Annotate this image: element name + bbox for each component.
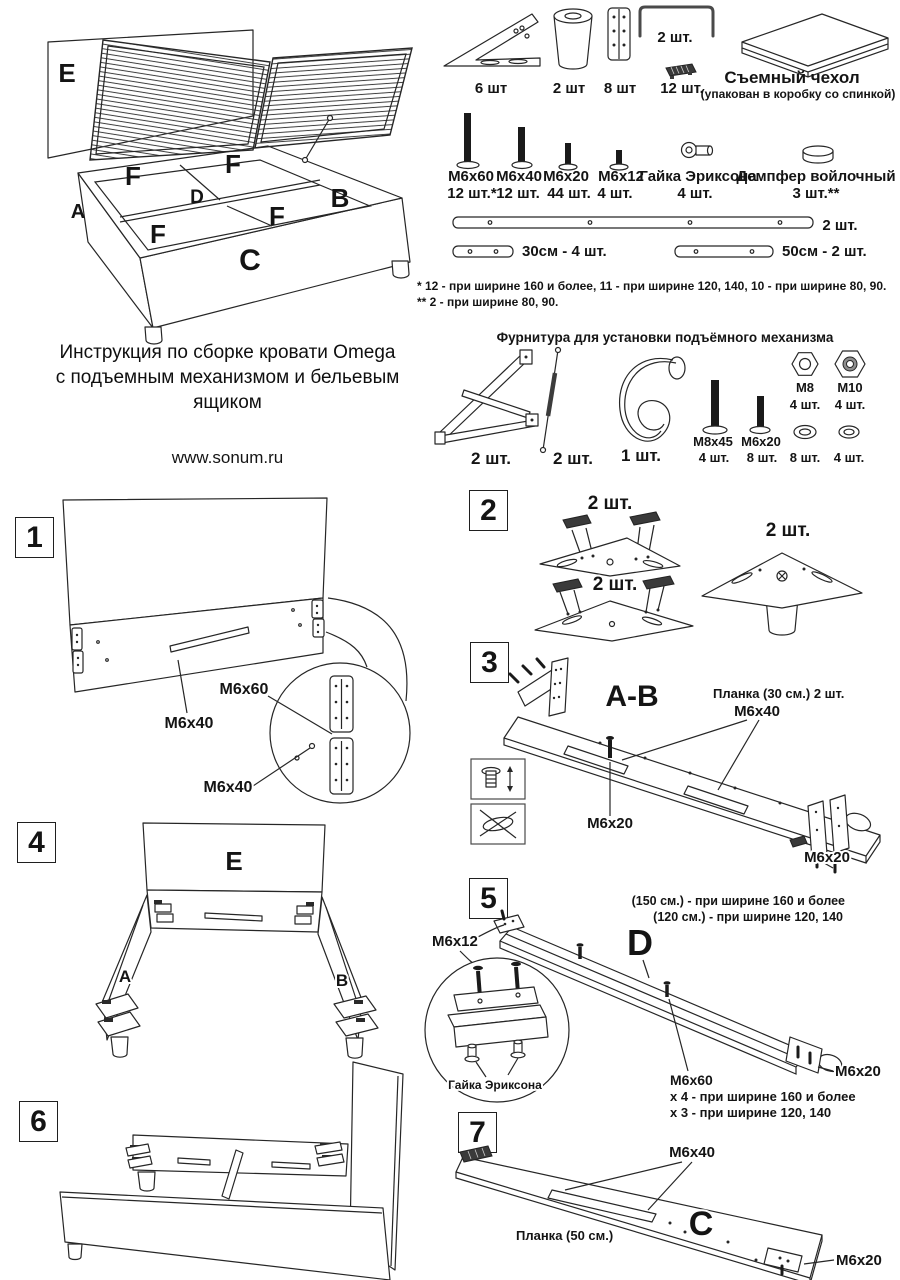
board-left-bracket: [460, 1146, 492, 1162]
label-part-c: C: [239, 244, 261, 277]
label-ab: A-B: [605, 680, 659, 713]
label-bolt-m6x20: M6x20: [543, 168, 589, 185]
label-frame-qty: 2 шт.: [471, 449, 511, 468]
label-m8-qty: 4 шт.: [789, 397, 821, 412]
step-6-drawing: [10, 1058, 440, 1280]
left-bracket-shape: [72, 628, 83, 673]
left-end-bracket-shape: [510, 658, 568, 716]
label-part-d: D: [190, 187, 204, 208]
bed-overview-figure: [20, 10, 440, 330]
label-m6x40-b: M6x40: [203, 779, 253, 796]
corner-bracket-icon: [444, 14, 540, 66]
step-3-drawing: [460, 640, 900, 880]
label-note-150: (150 см.) - при ширине 160 и более: [631, 894, 845, 908]
step-1-number: 1: [26, 520, 43, 554]
label-washer4-qty: 4 шт.: [833, 450, 865, 465]
label-c: C: [688, 1205, 714, 1243]
label-m6x20: M6x20: [836, 1252, 882, 1269]
bed-overview-drawing: [20, 10, 440, 330]
label-part-f1: F: [125, 161, 141, 191]
step-2-figure: [460, 478, 900, 650]
label-m6x60-note1: х 4 - при ширине 160 и более: [670, 1089, 856, 1104]
step-4-drawing: [10, 808, 440, 1100]
label-part-a: A: [70, 201, 86, 223]
page-title: [20, 340, 435, 415]
label-m6x40: M6x40: [669, 1144, 715, 1161]
front-leg-shape: [68, 1244, 82, 1260]
label-plank-long-qty: 2 шт.: [822, 217, 858, 234]
step-2-number: 2: [480, 493, 497, 527]
plank-30-icon: [453, 246, 513, 257]
hint-box-forbidden: [471, 804, 525, 844]
label-m8x45: M8x45: [693, 434, 733, 449]
label-part-e: E: [58, 58, 76, 88]
label-cover-title: Съемный чехол: [724, 68, 860, 87]
label-m10-qty: 4 шт.: [834, 397, 866, 412]
label-m6x12: M6x12: [432, 933, 478, 950]
bolt-m6x40-icon: [512, 127, 532, 169]
nut-m10-icon: [835, 351, 865, 377]
label-strut-qty: 2 шт.: [553, 449, 593, 468]
label-bolt-m6x60-qty: 12 шт.*: [447, 185, 497, 202]
ribbed-pad-icon: [666, 64, 696, 79]
label-plank-50: Планка (50 см.): [516, 1228, 614, 1243]
strap-icon: [620, 357, 685, 441]
label-m6x60-note2: х 3 - при ширине 120, 140: [670, 1105, 832, 1120]
label-b: B: [335, 971, 349, 990]
hint-box-depth: [471, 759, 525, 799]
label-part-b: B: [330, 183, 350, 213]
label-m6x20: M6x20: [835, 1063, 881, 1080]
label-erikson-nut: Гайка Эриксона: [639, 168, 757, 185]
step-7-figure: [430, 1108, 900, 1280]
label-cover-sub: (упакован в коробку со спинкой): [700, 87, 896, 101]
label-leg-qty: 2 шт: [552, 80, 586, 97]
washer-8-icon: [794, 426, 816, 439]
label-m6x20-lift-qty: 8 шт.: [746, 450, 778, 465]
label-erikson-nut: Гайка Эриксона: [448, 1078, 542, 1092]
label-e: E: [225, 846, 243, 876]
label-bolt-m6x40: M6x40: [496, 168, 542, 185]
pad-icons-top: [563, 512, 660, 528]
label-bolt-m6x20-qty: 44 шт.: [547, 185, 591, 202]
page-title-line2: с подъемным механизмом и бельевым ящиком: [55, 367, 400, 413]
step-1-figure: [10, 480, 440, 810]
label-part-f3: F: [150, 219, 166, 249]
label-plank-30: Планка (30 см.) 2 шт.: [713, 686, 845, 701]
bolt-m6x12-icon: [610, 150, 628, 170]
label-bolt-m6x12: M6x12: [598, 168, 644, 185]
label-m8: M8: [795, 380, 815, 395]
label-erikson-nut-qty: 4 шт.: [677, 185, 713, 202]
label-qty-b: 2 шт.: [765, 520, 811, 541]
bed-leg-right: [392, 261, 409, 278]
footnote-1: * 12 - при ширине 160 и более, 11 - при ширине 120, 140, 10 - при ширине 80, 90.: [417, 279, 887, 293]
step-2-drawing: [460, 478, 900, 650]
plank-50-icon: [675, 246, 773, 257]
gas-strut-icon: [541, 348, 561, 453]
label-strap-qty: 1 шт.: [621, 446, 661, 465]
label-m6x20-b: M6x20: [804, 849, 850, 866]
label-qty-c: 2 шт.: [592, 574, 638, 595]
label-m6x60: M6x60: [219, 681, 269, 698]
detail-circle: [270, 663, 410, 803]
label-m6x40: M6x40: [734, 703, 780, 720]
label-m10: M10: [837, 380, 863, 395]
label-m8x45-qty: 4 шт.: [698, 450, 730, 465]
corner-bracket-leg-shape: [702, 553, 862, 635]
page-title-line1: Инструкция по сборке кровати Omega: [59, 342, 396, 363]
leg-icon: [554, 9, 592, 69]
label-pad-qty: 12 шт.: [660, 80, 704, 97]
corner-assembly-right: [334, 996, 378, 1058]
website-url: www.sonum.ru: [171, 448, 284, 467]
mounting-plate-icon: [608, 8, 630, 60]
label-m6x60: M6x60: [670, 1072, 713, 1088]
label-part-f4: F: [269, 201, 285, 231]
front-panel-shape: [60, 1192, 390, 1280]
bolt-m6x60-icon: [457, 113, 479, 169]
label-m6x20-a: M6x20: [587, 815, 633, 832]
lift-hardware-title: Фурнитура для установки подъёмного механизма: [496, 330, 834, 345]
corner-assembly-left: [96, 994, 140, 1057]
label-plank-30: 30см - 4 шт.: [522, 243, 607, 260]
label-plank-50: 50см - 2 шт.: [782, 243, 867, 260]
bolt-m6x20-lift-icon: [750, 396, 770, 434]
right-bracket-shape: [312, 600, 324, 637]
label-felt-damper: Демпфер войлочный: [736, 168, 896, 185]
step-3-number: 3: [481, 645, 498, 679]
lift-frame-icon: [435, 350, 538, 444]
step-5-figure: [430, 875, 900, 1120]
lift-hardware-drawing: [430, 328, 900, 478]
washer-4-icon: [839, 426, 859, 438]
lift-hardware-figure: [430, 328, 900, 478]
step-3-figure: [460, 640, 900, 880]
corner-bracket-a-shape: [540, 538, 680, 576]
step-6-figure: [10, 1058, 440, 1280]
bolt-m8x45-icon: [703, 380, 727, 434]
footnotes: [417, 278, 899, 310]
nut-m8-icon: [792, 353, 818, 376]
label-plate-qty: 8 шт: [603, 80, 637, 97]
label-m6x40-a: M6x40: [164, 715, 214, 732]
headboard-panel-shape: [63, 498, 327, 692]
step-4-number: 4: [28, 825, 45, 859]
label-rod-qty: 2 шт.: [657, 29, 693, 46]
step-1-drawing: [10, 480, 440, 810]
erikson-nut-icon: [682, 143, 713, 158]
felt-damper-icon: [803, 146, 833, 163]
leg-shape: [138, 1172, 155, 1191]
plank-long-icon: [453, 217, 813, 228]
label-bolt-m6x12-qty: 4 шт.: [597, 185, 633, 202]
label-d: D: [627, 922, 653, 963]
step-5-number: 5: [480, 881, 497, 915]
step-6-number: 6: [30, 1104, 47, 1138]
label-part-f2: F: [225, 149, 241, 179]
label-bolt-m6x60: M6x60: [448, 168, 494, 185]
label-qty-a: 2 шт.: [587, 493, 633, 514]
bolt-m6x20-icon: [559, 143, 577, 170]
parts-list-figure: [430, 0, 900, 265]
label-note-120: (120 см.) - при ширине 120, 140: [653, 910, 843, 924]
label-bracket-qty: 6 шт: [474, 80, 508, 97]
step-4-figure: [10, 808, 440, 1100]
step-5-drawing: [430, 875, 900, 1120]
footnote-2: ** 2 - при ширине 80, 90.: [417, 295, 559, 309]
label-a: A: [118, 967, 132, 986]
parts-list-drawing: [430, 0, 900, 265]
label-felt-damper-qty: 3 шт.**: [792, 185, 840, 202]
step-7-number: 7: [469, 1115, 486, 1149]
label-washer8-qty: 8 шт.: [789, 450, 821, 465]
step-7-drawing: [430, 1108, 900, 1280]
label-m6x20-lift: M6x20: [741, 434, 781, 449]
label-bolt-m6x40-qty: 12 шт.: [496, 185, 540, 202]
corner-bracket-b-shape: [535, 601, 693, 641]
callout-curve: [326, 632, 367, 667]
